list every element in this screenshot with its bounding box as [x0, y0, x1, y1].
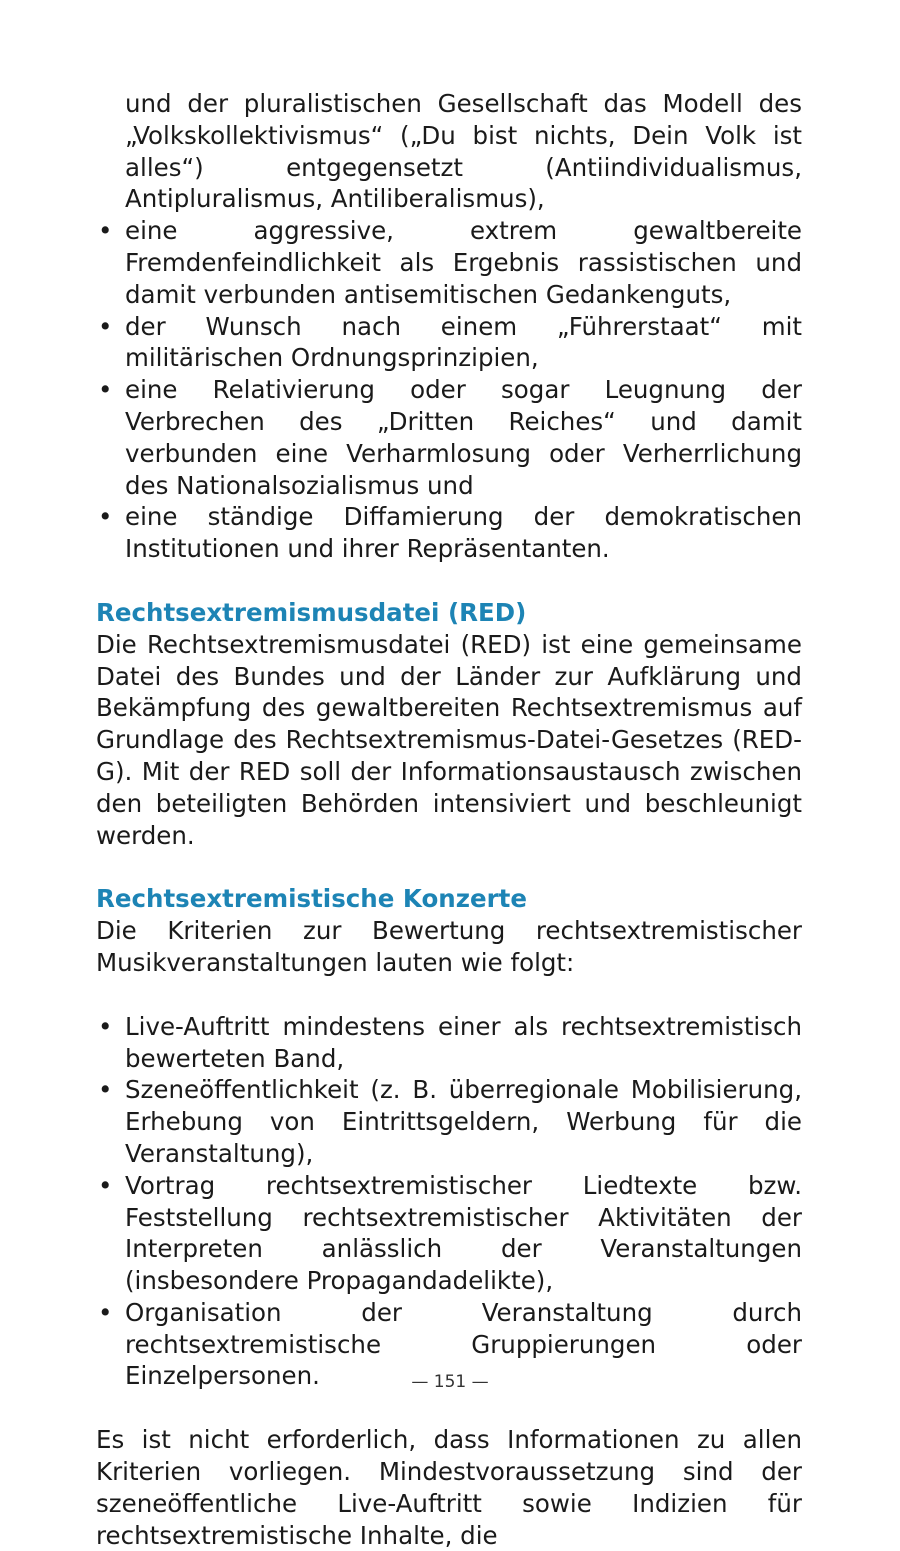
list-item — [96, 311, 802, 375]
list-item-text: Vortrag rechtsextremistischer Liedtexte bzw. Feststellung rechtsextremistischer Aktivitäten der Interpreten anlässlich der Veranstaltungen (insbesondere Propagandadelikte), — [125, 1170, 802, 1296]
section-text-red: Die Rechtsextremismusdatei (RED) ist eine gemeinsame Datei des Bundes und der Länder zur Aufklärung und Bekämpfung des gewaltbereiten Rechtsextremismus auf Grundlage des Rechtsextremismus-Datei-Gesetzes (RED-G). Mit der RED soll der Informationsaustausch zwischen den beteiligten Behörden intensiviert und beschleunigt werden. — [96, 629, 802, 850]
list-item — [96, 501, 802, 565]
list-item-text: Live-Auftritt mindestens einer als rechtsextremistisch bewerteten Band, — [125, 1011, 802, 1073]
page-number: — 151 — — [411, 1372, 489, 1392]
list-item — [96, 1074, 802, 1169]
list-item-text: eine Relativierung oder sogar Leugnung der Verbrechen des „Dritten Reiches“ und damit verbunden eine Verharmlosung oder Verherrlichung des Nationalsozialismus und — [125, 375, 802, 500]
concert-criteria-list — [96, 1011, 802, 1393]
list-item — [96, 374, 802, 501]
bullet-icon: • — [98, 311, 113, 341]
bullet-icon: • — [98, 502, 113, 532]
bullet-icon: • — [98, 1011, 113, 1041]
list-item-text: der Wunsch nach einem „Führerstaat“ mit militärischen Ordnungsprinzipien, — [125, 311, 802, 373]
bullet-icon: • — [98, 1170, 113, 1200]
list-item-text: Organisation der Veranstaltung durch rechtsextremistische Gruppierungen oder Einzelpersonen. — [125, 1297, 802, 1391]
bullet-icon: • — [98, 216, 113, 246]
list-item-text: eine aggressive, extrem gewaltbereite Fremdenfeindlichkeit als Ergebnis rassistischen und damit verbunden antisemitischen Gedankenguts, — [125, 216, 802, 309]
list-item — [96, 1170, 802, 1297]
extremism-features-list — [96, 215, 802, 565]
bullet-icon: • — [98, 1075, 113, 1105]
bullet-icon: • — [98, 1297, 113, 1327]
section-heading-red: Rechtsextremismusdatei (RED) — [96, 597, 527, 627]
section-intro-concerts: Die Kriterien zur Bewertung rechtsextremistischer Musikveranstaltungen lauten wie folgt: — [96, 916, 802, 977]
section-heading-concerts: Rechtsextremistische Konzerte — [96, 884, 527, 914]
list-item-text: Szeneöffentlichkeit (z. B. überregionale Mobilisierung, Erhebung von Eintrittsgeldern, Werbung für die Veranstaltung), — [125, 1075, 802, 1168]
bullet-icon: • — [98, 375, 113, 405]
list-item — [96, 1011, 802, 1075]
closing-paragraph: Es ist nicht erforderlich, dass Informationen zu allen Kriterien vorliegen. Mindestvoraussetzung sind der szeneöffentliche Live-Auftritt sowie Indizien für rechtsextremistische Inhalte, die — [96, 1425, 802, 1550]
list-item-continuation: und der pluralistischen Gesellschaft das Modell des „Volkskollektivismus“ („Du bist nichts, Dein Volk ist alles“) entgegensetzt (Antiindividualismus, Antipluralismus, Antiliberalismus), — [125, 89, 802, 214]
list-item-text: eine ständige Diffamierung der demokratischen Institutionen und ihrer Repräsentanten. — [125, 502, 802, 564]
list-item — [96, 215, 802, 310]
